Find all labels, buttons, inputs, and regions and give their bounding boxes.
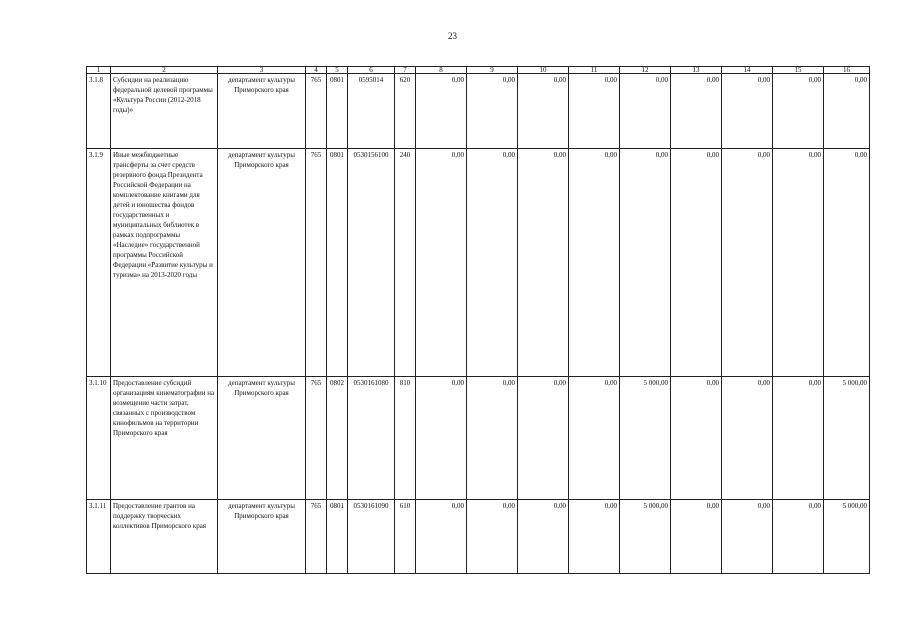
amount-cell: 0,00 <box>671 377 722 500</box>
amount-cell: 0,00 <box>518 500 569 574</box>
amount-cell: 0,00 <box>518 377 569 500</box>
amount-cell: 0,00 <box>722 149 773 377</box>
column-header: 12 <box>620 67 671 74</box>
code-cell: 610 <box>395 500 416 574</box>
amount-cell: 0,00 <box>467 74 518 149</box>
amount-cell: 0,00 <box>671 149 722 377</box>
amount-cell: 0,00 <box>722 74 773 149</box>
amount-cell: 5 000,00 <box>620 377 671 500</box>
table-row <box>87 377 870 500</box>
code-cell: 765 <box>306 149 327 377</box>
column-header: 2 <box>111 67 218 74</box>
amount-cell: 0,00 <box>722 377 773 500</box>
amount-cell: 0,00 <box>416 500 467 574</box>
code-cell: 0802 <box>327 377 348 500</box>
amount-cell: 0,00 <box>620 74 671 149</box>
department-cell: департамент культуры Приморского края <box>218 149 306 377</box>
column-header: 16 <box>824 67 870 74</box>
amount-cell: 0,00 <box>467 500 518 574</box>
column-header: 3 <box>218 67 306 74</box>
amount-cell: 0,00 <box>773 377 824 500</box>
amount-cell: 5 000,00 <box>620 500 671 574</box>
column-header: 1 <box>87 67 111 74</box>
amount-cell: 5 000,00 <box>824 500 870 574</box>
code-cell: 0801 <box>327 149 348 377</box>
row-number-cell: 3.1.10 <box>87 377 111 500</box>
department-cell: департамент культуры Приморского края <box>218 74 306 149</box>
column-header: 9 <box>467 67 518 74</box>
code-cell: 0530161090 <box>348 500 395 574</box>
amount-cell: 0,00 <box>416 149 467 377</box>
column-header: 7 <box>395 67 416 74</box>
department-cell: департамент культуры Приморского края <box>218 500 306 574</box>
event-name-cell: Иные межбюджетные трансферты за счет средств резервного фонда Президента Российской Федерации на комплектование книгами для детей и юношества фондов государственных и муниципальных библиотек в рамках подпрограммы «Наследие» государственной программы Российской Федерации «Развитие культуры и туризма» на 2013-2020 годы <box>111 149 218 377</box>
column-header: 4 <box>306 67 327 74</box>
code-cell: 810 <box>395 377 416 500</box>
code-cell: 765 <box>306 500 327 574</box>
event-name-cell: Предоставление субсидий организациям кинематографии на возмещение части затрат, связанных с производством кинофильмов на территории Приморского края <box>111 377 218 500</box>
amount-cell: 0,00 <box>773 500 824 574</box>
amount-cell: 0,00 <box>620 149 671 377</box>
amount-cell: 0,00 <box>824 74 870 149</box>
amount-cell: 0,00 <box>671 74 722 149</box>
code-cell: 620 <box>395 74 416 149</box>
code-cell: 0530156100 <box>348 149 395 377</box>
column-header: 13 <box>671 67 722 74</box>
department-cell: департамент культуры Приморского края <box>218 377 306 500</box>
amount-cell: 0,00 <box>569 377 620 500</box>
code-cell: 0801 <box>327 500 348 574</box>
column-header: 11 <box>569 67 620 74</box>
amount-cell: 0,00 <box>467 149 518 377</box>
amount-cell: 0,00 <box>518 149 569 377</box>
row-number-cell: 3.1.11 <box>87 500 111 574</box>
column-header: 10 <box>518 67 569 74</box>
amount-cell: 0,00 <box>773 149 824 377</box>
amount-cell: 0,00 <box>824 149 870 377</box>
amount-cell: 0,00 <box>569 149 620 377</box>
amount-cell: 0,00 <box>416 74 467 149</box>
code-cell: 0530161080 <box>348 377 395 500</box>
table-row <box>87 149 870 377</box>
column-header: 14 <box>722 67 773 74</box>
row-number-cell: 3.1.8 <box>87 74 111 149</box>
table-row <box>87 74 870 149</box>
column-header: 5 <box>327 67 348 74</box>
amount-cell: 0,00 <box>671 500 722 574</box>
amount-cell: 0,00 <box>518 74 569 149</box>
code-cell: 0801 <box>327 74 348 149</box>
code-cell: 240 <box>395 149 416 377</box>
event-name-cell: Предоставление грантов на поддержку творческих коллективов Приморского края <box>111 500 218 574</box>
table-row <box>87 500 870 574</box>
amount-cell: 0,00 <box>467 377 518 500</box>
code-cell: 765 <box>306 377 327 500</box>
column-header: 8 <box>416 67 467 74</box>
event-name-cell: Субсидии на реализацию федеральной целевой программы «Культура России (2012-2018 годы)» <box>111 74 218 149</box>
row-number-cell: 3.1.9 <box>87 149 111 377</box>
amount-cell: 0,00 <box>773 74 824 149</box>
column-header: 6 <box>348 67 395 74</box>
amount-cell: 5 000,00 <box>824 377 870 500</box>
page-number: 23 <box>448 31 457 41</box>
amount-cell: 0,00 <box>569 500 620 574</box>
code-cell: 0595014 <box>348 74 395 149</box>
budget-table <box>86 66 870 574</box>
column-header: 15 <box>773 67 824 74</box>
column-number-row <box>87 67 870 74</box>
code-cell: 765 <box>306 74 327 149</box>
amount-cell: 0,00 <box>416 377 467 500</box>
amount-cell: 0,00 <box>569 74 620 149</box>
amount-cell: 0,00 <box>722 500 773 574</box>
